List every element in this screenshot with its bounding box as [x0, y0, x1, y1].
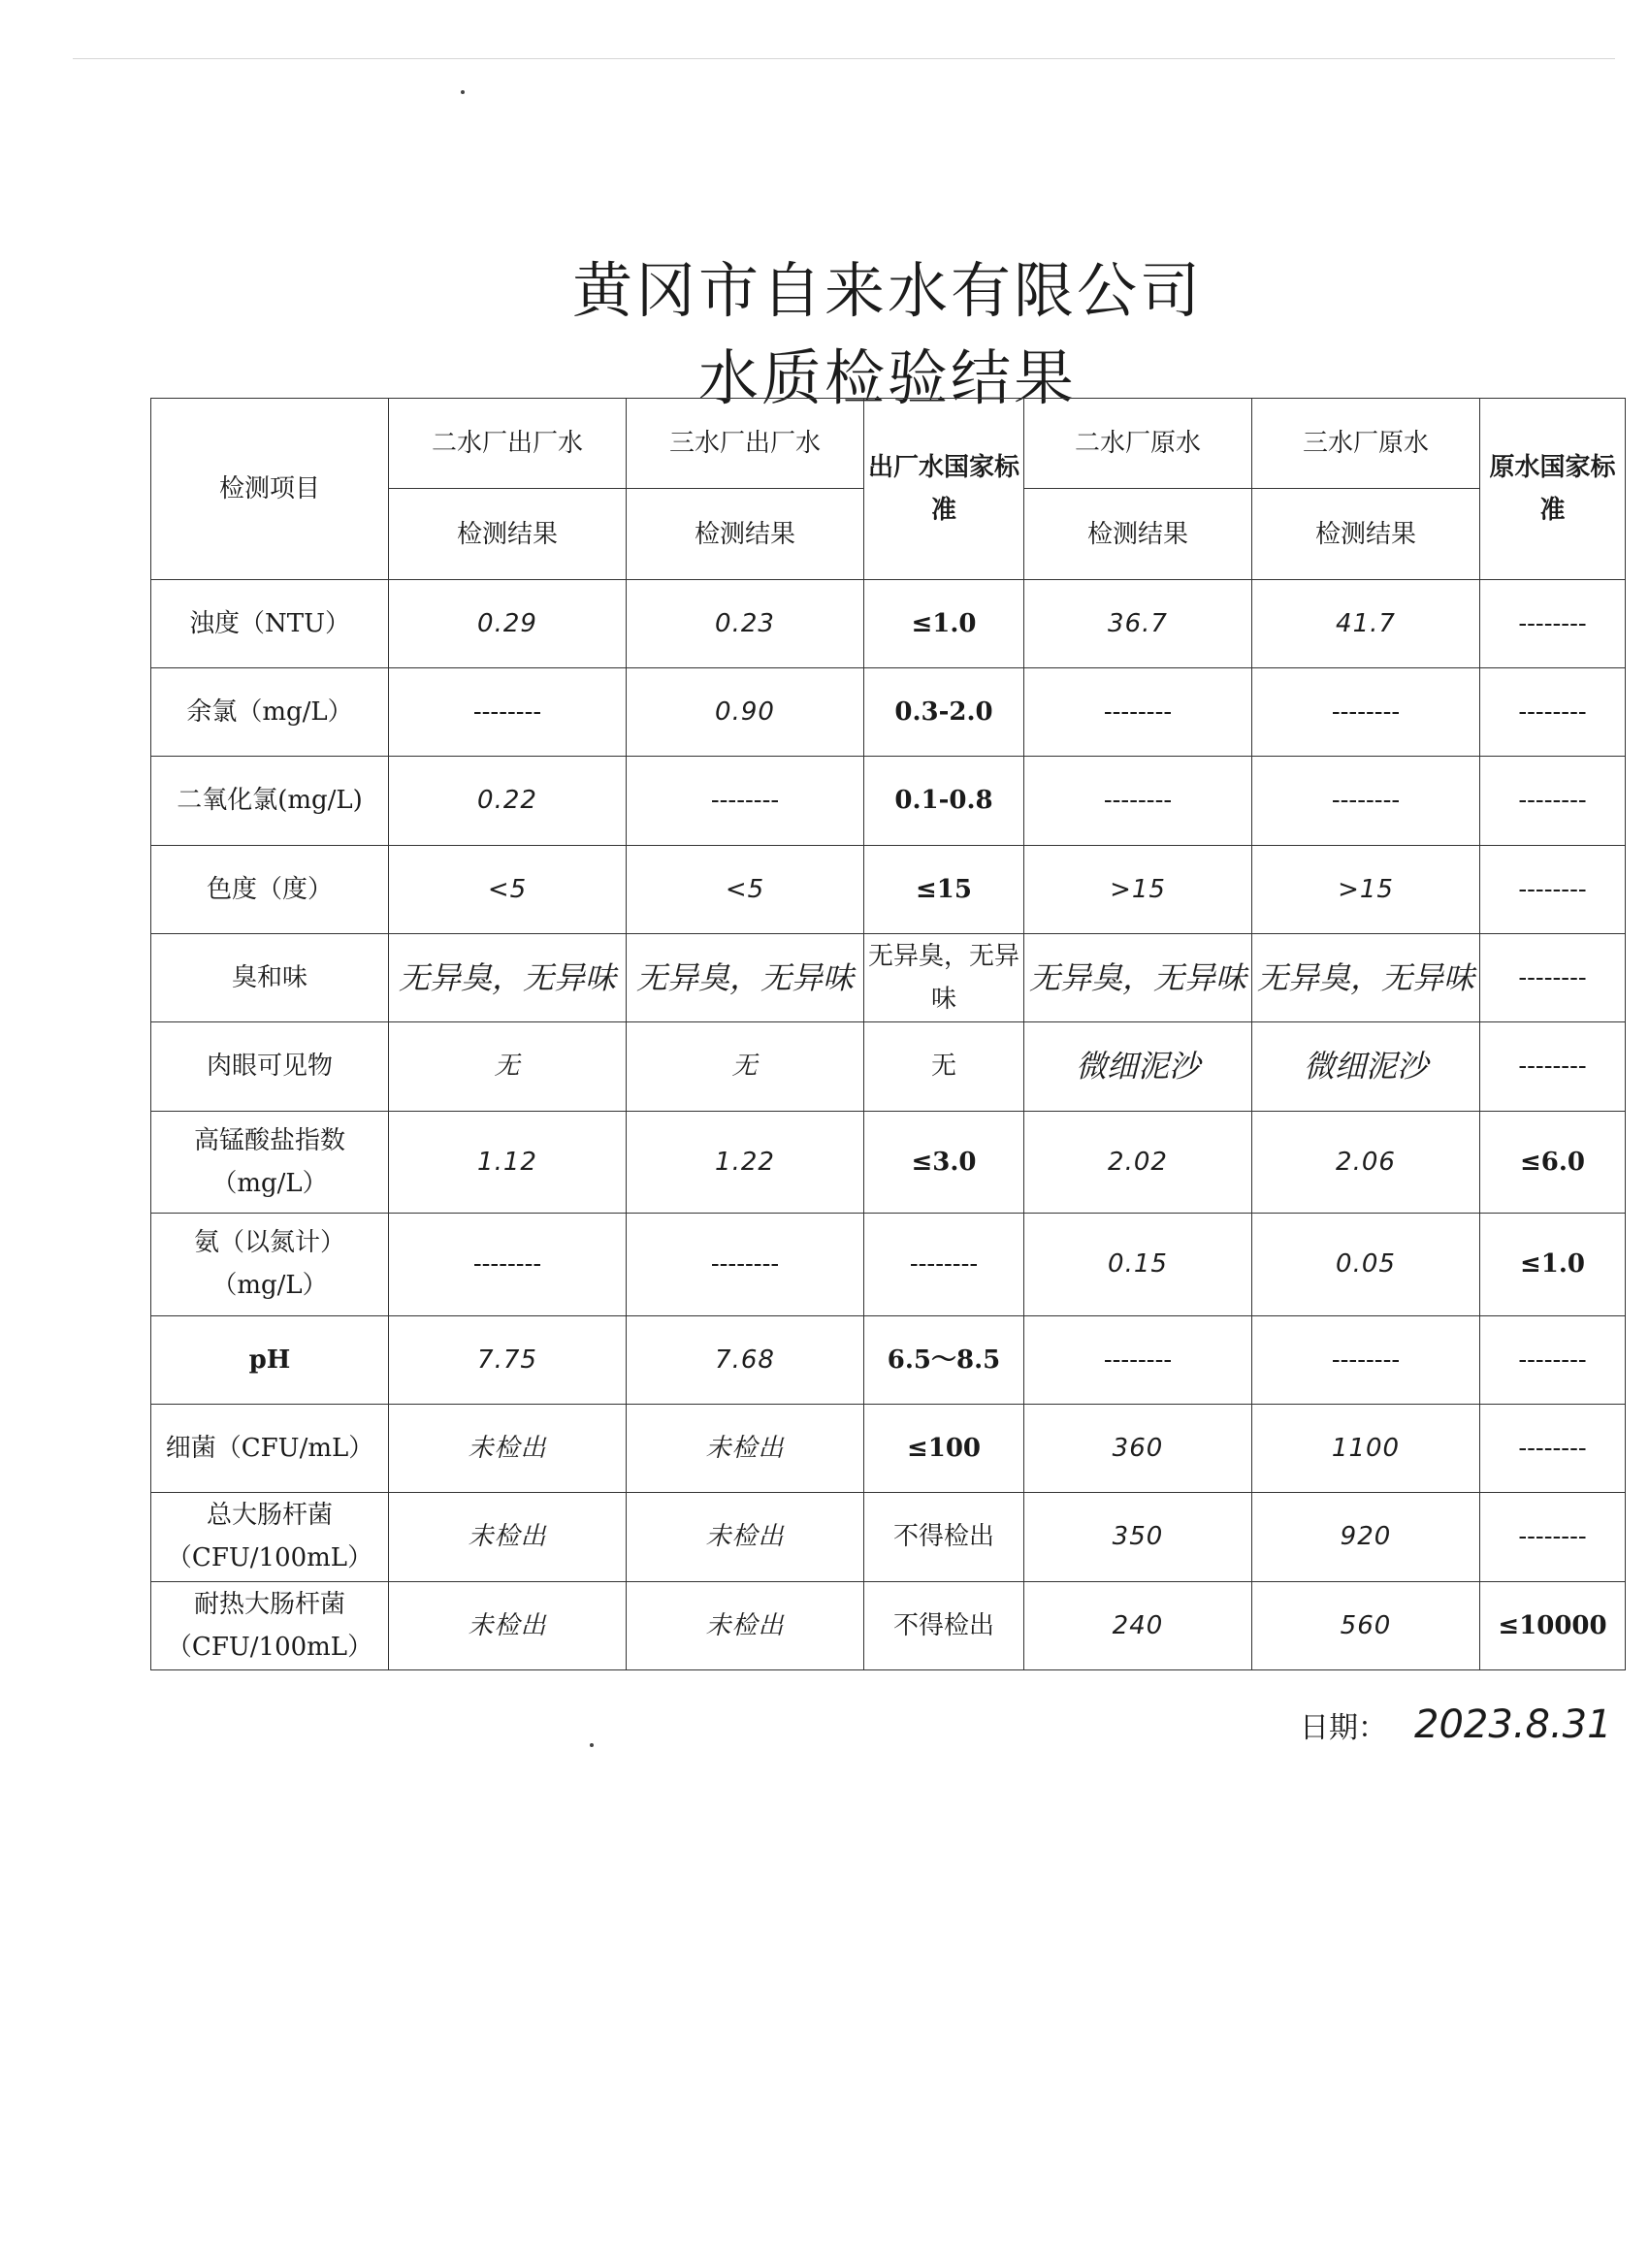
value-plant3-raw: 微细泥沙	[1252, 1022, 1480, 1111]
value-plant3-raw: 0.05	[1252, 1214, 1480, 1316]
value-raw-standard: ≤6.0	[1480, 1111, 1626, 1214]
company-title: 黄冈市自来水有限公司	[571, 255, 1203, 326]
value-out-standard: ≤1.0	[864, 579, 1024, 667]
header-raw-standard: 原水国家标准	[1480, 399, 1626, 580]
value-out-standard: 不得检出	[864, 1493, 1024, 1581]
row-item: 余氯（mg/L）	[151, 668, 389, 757]
value-plant2-raw: --------	[1024, 668, 1252, 757]
value-raw-standard: --------	[1480, 845, 1626, 933]
value-raw-standard: --------	[1480, 668, 1626, 757]
value-raw-standard: --------	[1480, 1315, 1626, 1404]
date-value: 2023.8.31	[1414, 1702, 1612, 1747]
value-plant3-raw: 560	[1252, 1581, 1480, 1669]
report-title: 水质检验结果	[697, 342, 1077, 413]
value-raw-standard: ≤10000	[1480, 1581, 1626, 1669]
value-out-standard: 无异臭，无异味	[864, 933, 1024, 1021]
value-plant2-raw: --------	[1024, 1315, 1252, 1404]
value-plant2-out: 未检出	[389, 1581, 627, 1669]
header-plant3-out: 三水厂出厂水	[627, 399, 864, 489]
value-plant2-out: 无	[389, 1022, 627, 1111]
value-plant3-raw: 无异臭，无异味	[1252, 933, 1480, 1021]
value-plant3-out: 未检出	[627, 1581, 864, 1669]
value-plant2-out: 0.29	[389, 579, 627, 667]
value-plant3-raw: 2.06	[1252, 1111, 1480, 1214]
value-raw-standard: --------	[1480, 1493, 1626, 1581]
value-plant2-raw: 350	[1024, 1493, 1252, 1581]
value-plant3-out: <5	[627, 845, 864, 933]
value-plant2-raw: 360	[1024, 1404, 1252, 1492]
header-plant2-out: 二水厂出厂水	[389, 399, 627, 489]
row-item: 二氧化氯(mg/L)	[151, 757, 389, 845]
value-plant3-raw: 920	[1252, 1493, 1480, 1581]
top-rule	[73, 58, 1615, 59]
row-item: 浊度（NTU）	[151, 579, 389, 667]
value-plant3-out: 未检出	[627, 1493, 864, 1581]
value-plant3-out: 7.68	[627, 1315, 864, 1404]
value-raw-standard: --------	[1480, 1404, 1626, 1492]
value-plant2-out: --------	[389, 1214, 627, 1316]
row-item: pH	[151, 1315, 389, 1404]
value-raw-standard: --------	[1480, 1022, 1626, 1111]
value-plant3-out: 未检出	[627, 1404, 864, 1492]
value-plant2-out: 0.22	[389, 757, 627, 845]
value-plant3-raw: 41.7	[1252, 579, 1480, 667]
value-plant2-raw: 2.02	[1024, 1111, 1252, 1214]
scan-speck	[461, 90, 465, 94]
value-plant2-out: 未检出	[389, 1404, 627, 1492]
value-plant2-raw: 36.7	[1024, 579, 1252, 667]
scan-speck	[590, 1743, 594, 1747]
value-out-standard: 6.5～8.5	[864, 1315, 1024, 1404]
value-out-standard: 不得检出	[864, 1581, 1024, 1669]
value-raw-standard: ≤1.0	[1480, 1214, 1626, 1316]
value-plant3-out: 1.22	[627, 1111, 864, 1214]
header-out-standard: 出厂水国家标准	[864, 399, 1024, 580]
row-item: 肉眼可见物	[151, 1022, 389, 1111]
value-plant3-raw: 1100	[1252, 1404, 1480, 1492]
value-plant2-out: 7.75	[389, 1315, 627, 1404]
value-plant3-raw: --------	[1252, 1315, 1480, 1404]
row-item: 臭和味	[151, 933, 389, 1021]
value-out-standard: --------	[864, 1214, 1024, 1316]
value-plant3-out: 无异臭，无异味	[627, 933, 864, 1021]
value-plant2-out: 未检出	[389, 1493, 627, 1581]
header-result: 检测结果	[389, 489, 627, 579]
row-item: 总大肠杆菌（CFU/100mL）	[151, 1493, 389, 1581]
row-item: 氨（以氮计）（mg/L）	[151, 1214, 389, 1316]
date-label: 日期：	[1300, 1711, 1387, 1745]
row-item: 高锰酸盐指数（mg/L）	[151, 1111, 389, 1214]
header-result: 检测结果	[1252, 489, 1480, 579]
header-plant3-raw: 三水厂原水	[1252, 399, 1480, 489]
value-plant3-out: --------	[627, 757, 864, 845]
value-plant2-raw: 240	[1024, 1581, 1252, 1669]
value-raw-standard: --------	[1480, 579, 1626, 667]
value-raw-standard: --------	[1480, 757, 1626, 845]
row-item: 色度（度）	[151, 845, 389, 933]
header-result: 检测结果	[1024, 489, 1252, 579]
value-raw-standard: --------	[1480, 933, 1626, 1021]
value-plant2-out: 1.12	[389, 1111, 627, 1214]
value-plant2-out: --------	[389, 668, 627, 757]
value-out-standard: 0.3-2.0	[864, 668, 1024, 757]
row-item: 细菌（CFU/mL）	[151, 1404, 389, 1492]
value-plant2-raw: --------	[1024, 757, 1252, 845]
header-plant2-raw: 二水厂原水	[1024, 399, 1252, 489]
value-out-standard: ≤100	[864, 1404, 1024, 1492]
value-out-standard: ≤3.0	[864, 1111, 1024, 1214]
header-item: 检测项目	[151, 399, 389, 580]
value-plant2-out: 无异臭，无异味	[389, 933, 627, 1021]
value-out-standard: ≤15	[864, 845, 1024, 933]
value-plant2-out: <5	[389, 845, 627, 933]
value-plant2-raw: 微细泥沙	[1024, 1022, 1252, 1111]
header-result: 检测结果	[627, 489, 864, 579]
value-plant3-out: --------	[627, 1214, 864, 1316]
value-plant3-raw: >15	[1252, 845, 1480, 933]
value-plant3-out: 0.90	[627, 668, 864, 757]
value-out-standard: 0.1-0.8	[864, 757, 1024, 845]
value-plant2-raw: >15	[1024, 845, 1252, 933]
value-plant3-out: 0.23	[627, 579, 864, 667]
value-plant3-raw: --------	[1252, 668, 1480, 757]
value-plant2-raw: 0.15	[1024, 1214, 1252, 1316]
date-line	[1300, 1702, 1612, 1747]
value-plant3-out: 无	[627, 1022, 864, 1111]
value-out-standard: 无	[864, 1022, 1024, 1111]
value-plant3-raw: --------	[1252, 757, 1480, 845]
value-plant2-raw: 无异臭，无异味	[1024, 933, 1252, 1021]
row-item: 耐热大肠杆菌（CFU/100mL）	[151, 1581, 389, 1669]
water-quality-table	[150, 398, 1626, 1670]
